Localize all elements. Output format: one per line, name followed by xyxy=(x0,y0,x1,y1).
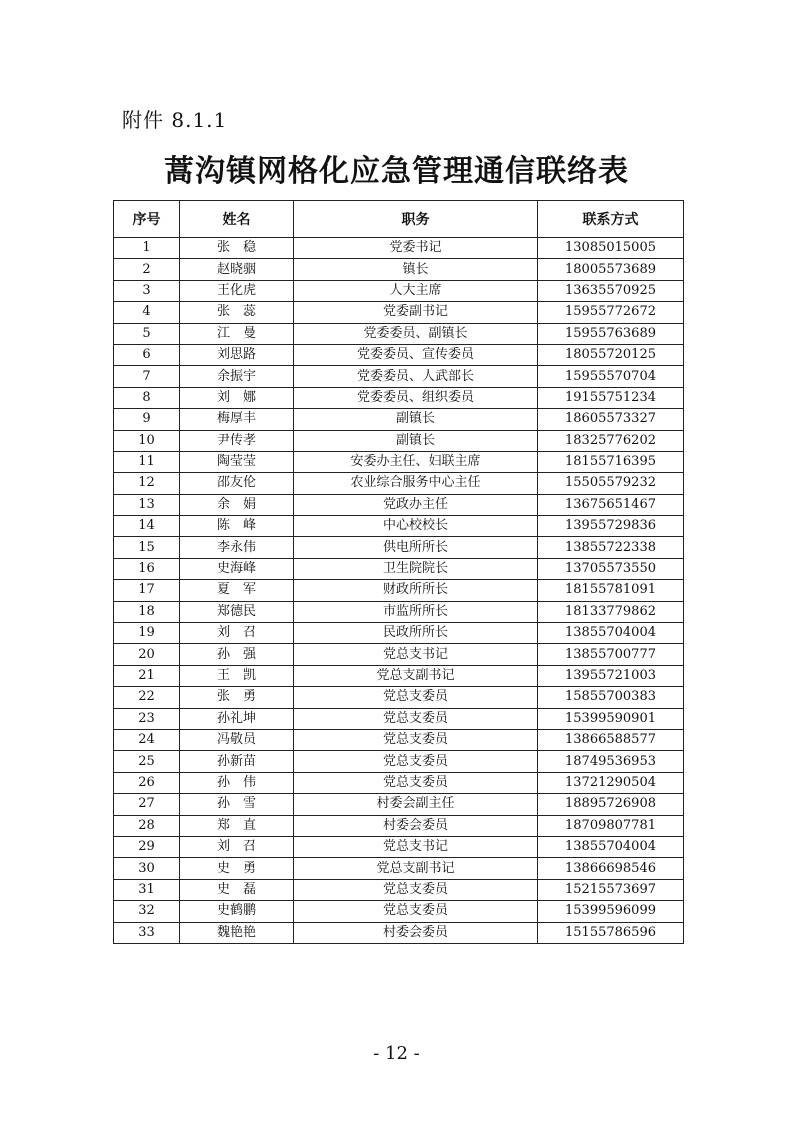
cell-name: 刘 召 xyxy=(180,836,294,857)
cell-position: 副镇长 xyxy=(294,409,538,430)
cell-index: 5 xyxy=(114,323,180,344)
cell-position: 村委会委员 xyxy=(294,815,538,836)
table-row xyxy=(114,708,684,729)
cell-phone: 15955772672 xyxy=(538,302,684,323)
cell-phone: 13635570925 xyxy=(538,280,684,301)
cell-name: 张 蕊 xyxy=(180,302,294,323)
table-row xyxy=(114,751,684,772)
cell-index: 22 xyxy=(114,687,180,708)
cell-position: 市监所所长 xyxy=(294,601,538,622)
cell-position: 党总支委员 xyxy=(294,687,538,708)
cell-phone: 13705573550 xyxy=(538,558,684,579)
cell-position: 党委副书记 xyxy=(294,302,538,323)
cell-phone: 15855700383 xyxy=(538,687,684,708)
cell-name: 刘思路 xyxy=(180,344,294,365)
cell-position: 卫生院院长 xyxy=(294,558,538,579)
table-row xyxy=(114,623,684,644)
cell-phone: 15155786596 xyxy=(538,922,684,943)
cell-position: 党总支副书记 xyxy=(294,858,538,879)
cell-phone: 18155781091 xyxy=(538,580,684,601)
cell-name: 史海峰 xyxy=(180,558,294,579)
cell-index: 13 xyxy=(114,494,180,515)
cell-position: 党总支委员 xyxy=(294,751,538,772)
cell-phone: 18133779862 xyxy=(538,601,684,622)
cell-phone: 18605573327 xyxy=(538,409,684,430)
table-row xyxy=(114,901,684,922)
cell-index: 32 xyxy=(114,901,180,922)
cell-position: 村委会委员 xyxy=(294,922,538,943)
cell-phone: 19155751234 xyxy=(538,387,684,408)
cell-index: 15 xyxy=(114,537,180,558)
header-index: 序号 xyxy=(114,201,180,238)
cell-index: 25 xyxy=(114,751,180,772)
cell-index: 4 xyxy=(114,302,180,323)
cell-position: 农业综合服务中心主任 xyxy=(294,473,538,494)
cell-phone: 13855700777 xyxy=(538,644,684,665)
cell-name: 孙 强 xyxy=(180,644,294,665)
table-row xyxy=(114,772,684,793)
attachment-label: 附件 8.1.1 xyxy=(122,108,228,132)
cell-position: 副镇长 xyxy=(294,430,538,451)
cell-name: 李永伟 xyxy=(180,537,294,558)
table-row xyxy=(114,836,684,857)
cell-phone: 13721290504 xyxy=(538,772,684,793)
table-row xyxy=(114,280,684,301)
cell-position: 党委委员、宣传委员 xyxy=(294,344,538,365)
cell-index: 12 xyxy=(114,473,180,494)
cell-phone: 15399590901 xyxy=(538,708,684,729)
cell-name: 夏 军 xyxy=(180,580,294,601)
cell-name: 孙新苗 xyxy=(180,751,294,772)
cell-phone: 13675651467 xyxy=(538,494,684,515)
cell-index: 2 xyxy=(114,259,180,280)
cell-name: 史 勇 xyxy=(180,858,294,879)
cell-index: 8 xyxy=(114,387,180,408)
cell-position: 党委委员、人武部长 xyxy=(294,366,538,387)
cell-name: 张 稳 xyxy=(180,238,294,259)
cell-name: 梅厚丰 xyxy=(180,409,294,430)
cell-phone: 15955570704 xyxy=(538,366,684,387)
cell-name: 孙礼坤 xyxy=(180,708,294,729)
cell-index: 23 xyxy=(114,708,180,729)
cell-position: 党委委员、组织委员 xyxy=(294,387,538,408)
cell-phone: 15505579232 xyxy=(538,473,684,494)
cell-position: 供电所所长 xyxy=(294,537,538,558)
table-row xyxy=(114,473,684,494)
document-title: 蒿沟镇网格化应急管理通信联络表 xyxy=(164,154,629,189)
table-body xyxy=(114,238,684,944)
cell-index: 7 xyxy=(114,366,180,387)
table-row xyxy=(114,366,684,387)
cell-position: 财政所所长 xyxy=(294,580,538,601)
cell-index: 21 xyxy=(114,665,180,686)
cell-phone: 13866698546 xyxy=(538,858,684,879)
table-row xyxy=(114,922,684,943)
header-position: 职务 xyxy=(294,201,538,238)
cell-name: 王 凯 xyxy=(180,665,294,686)
cell-position: 党总支委员 xyxy=(294,708,538,729)
cell-index: 11 xyxy=(114,451,180,472)
table-row xyxy=(114,323,684,344)
table-row xyxy=(114,494,684,515)
table-row xyxy=(114,558,684,579)
cell-name: 尹传孝 xyxy=(180,430,294,451)
header-name: 姓名 xyxy=(180,201,294,238)
cell-index: 17 xyxy=(114,580,180,601)
cell-name: 郑 直 xyxy=(180,815,294,836)
table-row xyxy=(114,344,684,365)
cell-position: 镇长 xyxy=(294,259,538,280)
cell-index: 28 xyxy=(114,815,180,836)
cell-name: 史鹤鹏 xyxy=(180,901,294,922)
cell-phone: 13855704004 xyxy=(538,836,684,857)
cell-index: 26 xyxy=(114,772,180,793)
cell-index: 9 xyxy=(114,409,180,430)
table-row xyxy=(114,601,684,622)
cell-position: 中心校校长 xyxy=(294,516,538,537)
cell-name: 赵晓骃 xyxy=(180,259,294,280)
cell-phone: 18709807781 xyxy=(538,815,684,836)
cell-phone: 18895726908 xyxy=(538,794,684,815)
cell-position: 党总支书记 xyxy=(294,644,538,665)
table-header-row xyxy=(114,201,684,238)
cell-index: 29 xyxy=(114,836,180,857)
cell-phone: 13855722338 xyxy=(538,537,684,558)
cell-index: 24 xyxy=(114,729,180,750)
cell-position: 民政所所长 xyxy=(294,623,538,644)
cell-position: 党总支委员 xyxy=(294,901,538,922)
cell-name: 邵友伦 xyxy=(180,473,294,494)
cell-phone: 13955721003 xyxy=(538,665,684,686)
cell-phone: 15399596099 xyxy=(538,901,684,922)
cell-position: 人大主席 xyxy=(294,280,538,301)
cell-index: 16 xyxy=(114,558,180,579)
cell-name: 余振宇 xyxy=(180,366,294,387)
table-row xyxy=(114,451,684,472)
cell-position: 党总支委员 xyxy=(294,729,538,750)
cell-name: 陈 峰 xyxy=(180,516,294,537)
table-row xyxy=(114,387,684,408)
cell-phone: 18749536953 xyxy=(538,751,684,772)
cell-name: 郑德民 xyxy=(180,601,294,622)
cell-position: 党委书记 xyxy=(294,238,538,259)
cell-name: 魏艳艳 xyxy=(180,922,294,943)
cell-phone: 13955729836 xyxy=(538,516,684,537)
table-row xyxy=(114,409,684,430)
cell-name: 刘 娜 xyxy=(180,387,294,408)
cell-phone: 15215573697 xyxy=(538,879,684,900)
cell-name: 张 勇 xyxy=(180,687,294,708)
cell-position: 党总支副书记 xyxy=(294,665,538,686)
cell-position: 党总支委员 xyxy=(294,772,538,793)
cell-name: 刘 召 xyxy=(180,623,294,644)
table-row xyxy=(114,644,684,665)
page-number: - 12 - xyxy=(373,1043,420,1064)
cell-phone: 13855704004 xyxy=(538,623,684,644)
table-row xyxy=(114,516,684,537)
table-row xyxy=(114,858,684,879)
cell-index: 6 xyxy=(114,344,180,365)
cell-index: 27 xyxy=(114,794,180,815)
cell-index: 3 xyxy=(114,280,180,301)
cell-phone: 15955763689 xyxy=(538,323,684,344)
table-row xyxy=(114,238,684,259)
cell-position: 村委会副主任 xyxy=(294,794,538,815)
cell-index: 20 xyxy=(114,644,180,665)
cell-index: 14 xyxy=(114,516,180,537)
table-row xyxy=(114,687,684,708)
header-contact: 联系方式 xyxy=(538,201,684,238)
cell-phone: 18325776202 xyxy=(538,430,684,451)
table-row xyxy=(114,879,684,900)
cell-position: 党总支书记 xyxy=(294,836,538,857)
table-row xyxy=(114,665,684,686)
cell-position: 党委委员、副镇长 xyxy=(294,323,538,344)
cell-index: 31 xyxy=(114,879,180,900)
cell-index: 10 xyxy=(114,430,180,451)
contact-table xyxy=(113,200,684,944)
cell-name: 冯敬员 xyxy=(180,729,294,750)
cell-name: 史 磊 xyxy=(180,879,294,900)
cell-position: 党政办主任 xyxy=(294,494,538,515)
cell-name: 陶莹莹 xyxy=(180,451,294,472)
table-row xyxy=(114,729,684,750)
cell-position: 安委办主任、妇联主席 xyxy=(294,451,538,472)
cell-index: 33 xyxy=(114,922,180,943)
cell-index: 19 xyxy=(114,623,180,644)
cell-position: 党总支委员 xyxy=(294,879,538,900)
cell-name: 余 娟 xyxy=(180,494,294,515)
table-row xyxy=(114,537,684,558)
table-row xyxy=(114,815,684,836)
cell-phone: 18055720125 xyxy=(538,344,684,365)
table-row xyxy=(114,259,684,280)
cell-name: 孙 雪 xyxy=(180,794,294,815)
cell-index: 1 xyxy=(114,238,180,259)
cell-index: 30 xyxy=(114,858,180,879)
cell-name: 孙 伟 xyxy=(180,772,294,793)
cell-phone: 13085015005 xyxy=(538,238,684,259)
cell-name: 王化虎 xyxy=(180,280,294,301)
table-row xyxy=(114,580,684,601)
table-row xyxy=(114,430,684,451)
cell-index: 18 xyxy=(114,601,180,622)
cell-phone: 18005573689 xyxy=(538,259,684,280)
cell-phone: 13866588577 xyxy=(538,729,684,750)
table-row xyxy=(114,302,684,323)
cell-name: 江 曼 xyxy=(180,323,294,344)
cell-phone: 18155716395 xyxy=(538,451,684,472)
table-row xyxy=(114,794,684,815)
